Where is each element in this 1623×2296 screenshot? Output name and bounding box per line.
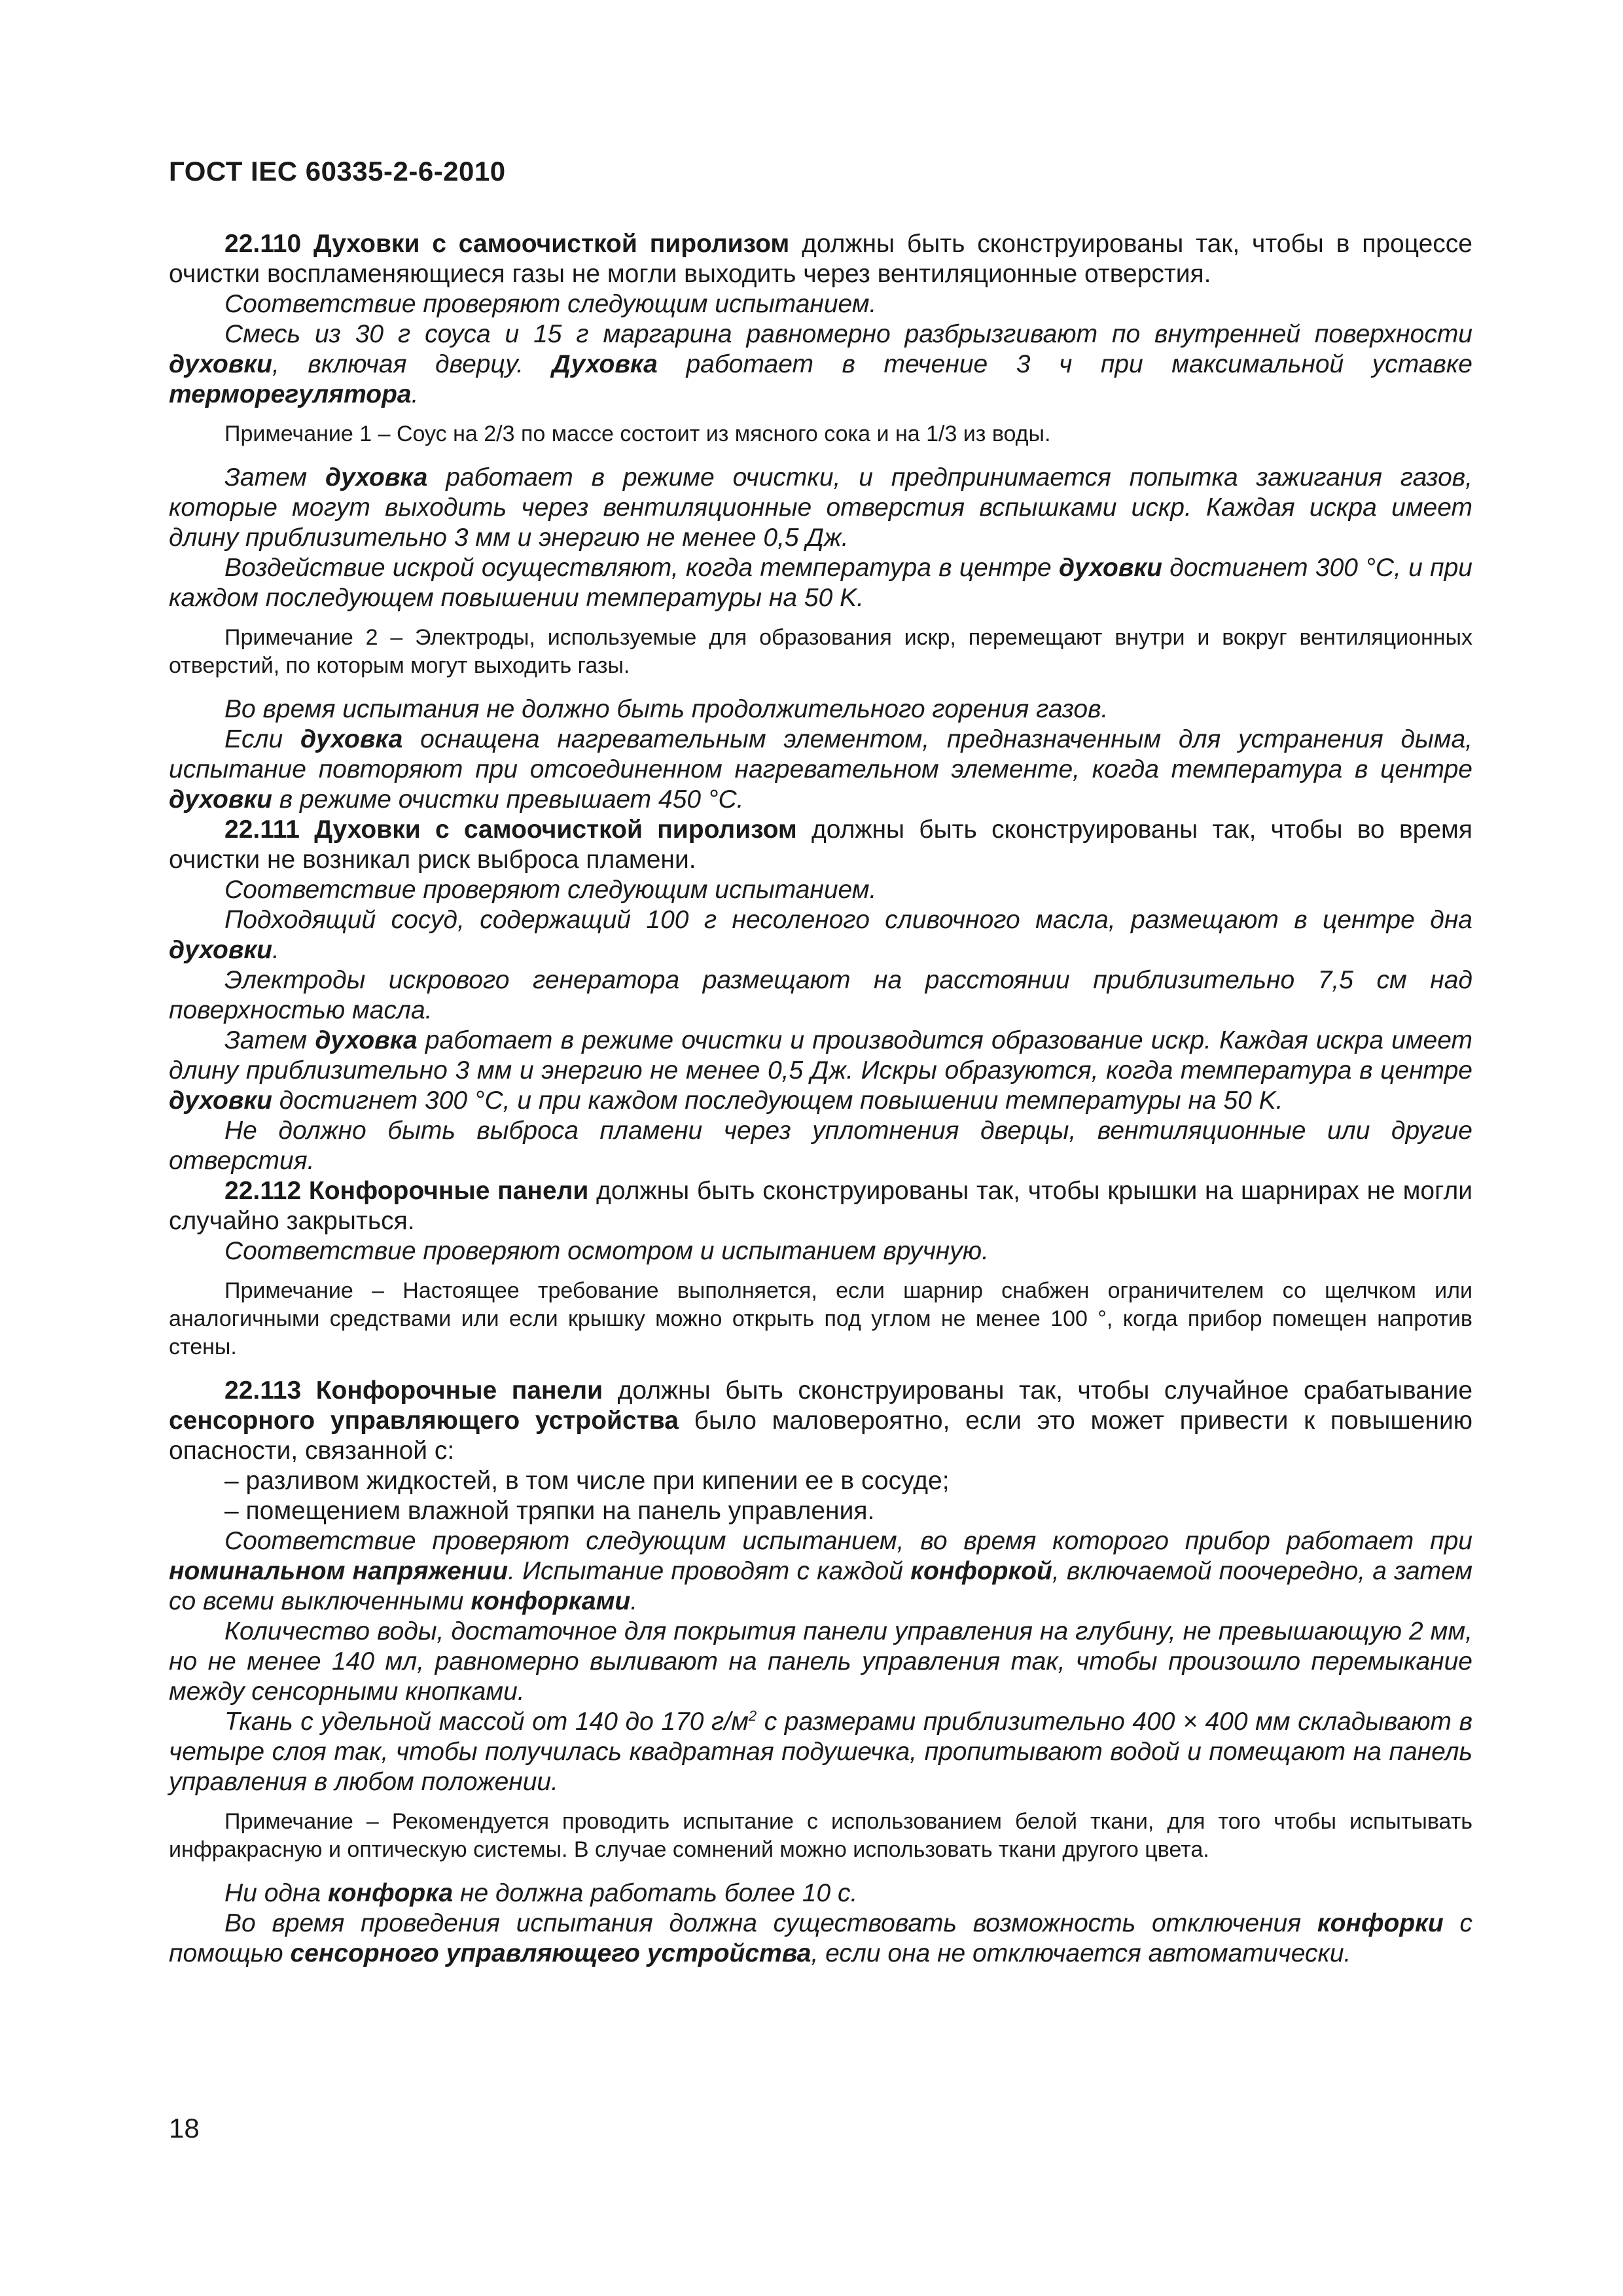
test-paragraph: Не должно быть выброса пламени через уплотнения дверцы, вентиляционные или другие отверстия. — [169, 1117, 1472, 1175]
clause-term: Духовки с самоочисткой пиролизом — [313, 230, 790, 258]
list-item: – разливом жидкостей, в том числе при кипении ее в сосуде; — [224, 1467, 950, 1495]
clause-22-111 — [169, 815, 1472, 875]
compliance-line: Соответствие проверяют следующим испытанием. — [224, 290, 877, 318]
clause-number: 22.111 — [224, 816, 300, 844]
test-paragraph: Подходящий сосуд, содержащий 100 г несоленого сливочного масла, размещают в центре дна духовки. — [169, 906, 1472, 964]
test-paragraph: Ни одна конфорка не должна работать более 10 с. — [224, 1879, 858, 1907]
clause-term: Конфорочные панели — [308, 1177, 589, 1205]
clause-22-113: 22.113 Конфорочные панели должны быть сконструированы так, чтобы случайное срабатывание сенсорного управляющего устройства было маловероятно, если это может привести к повышению опасности, связанной с: — [169, 1376, 1473, 1465]
note: Примечание 1 – Соус на 2/3 по массе состоит из мясного сока и на 1/3 из воды. — [224, 422, 1051, 446]
test-paragraph: Ткань с удельной массой от 140 до 170 $г/м^2$ с размерами приблизительно 400 × 400 мм складывают в четыре слоя так, чтобы получилась квадратная подушечка, пропитывают водой и помещают на панель управления в любом положении. — [169, 1708, 1472, 1796]
test-paragraph: Затем духовка работает в режиме очистки и производится образование искр. Каждая искра имеет длину приблизительно 3 мм и энергию не менее 0,5 Дж. Искры образуются, когда температура в центре духовки достигнет 300 °С, и при каждом последующем повышении температуры на 50 K. — [169, 1026, 1472, 1115]
clause-number: 22.110 — [224, 230, 302, 258]
page-number: 18 — [169, 2113, 200, 2144]
note: Примечание – Настоящее требование выполняется, если шарнир снабжен ограничителем со щелчком или аналогичными средствами или если крышку можно открыть под углом не менее 100 °, когда прибор помещен напротив стены. — [169, 1278, 1472, 1359]
standard-header: ГОСТ IEC 60335-2-6-2010 — [169, 156, 506, 187]
compliance-line: Соответствие проверяют осмотром и испытанием вручную. — [224, 1237, 989, 1265]
clause-text: должны быть сконструированы так, чтобы крышки на шарнирах не могли случайно закрыться. — [169, 1177, 1472, 1235]
compliance-line: Соответствие проверяют следующим испытанием. — [224, 876, 877, 904]
clause-number: 22.112 — [224, 1177, 302, 1205]
note: Примечание 2 – Электроды, используемые для образования искр, перемещают внутри и вокруг вентиляционных отверстий, по которым могут выходить газы. — [169, 625, 1472, 678]
document-body — [169, 229, 1472, 1969]
test-paragraph: Воздействие искрой осуществляют, когда температура в центре духовки достигнет 300 °С, и при каждом последующем повышении температуры на 50 K. — [169, 554, 1472, 612]
test-paragraph: Затем духовка работает в режиме очистки, и предпринимается попытка зажигания газов, которые могут выходить через вентиляционные отверстия вспышками искр. Каждая искра имеет длину приблизительно 3 мм и энергию не менее 0,5 Дж. — [169, 463, 1472, 552]
clause-text: должны быть сконструированы так, чтобы в процессе очистки воспламеняющиеся газы не могли выходить через вентиляционные отверстия. — [169, 230, 1472, 288]
test-paragraph: Во время испытания не должно быть продолжительного горения газов. — [224, 695, 1109, 723]
test-paragraph: Если духовка оснащена нагревательным элементом, предназначенным для устранения дыма, испытание повторяют при отсоединенном нагревательном элементе, когда температура в центре духовки в режиме очистки превышает 450 °С. — [169, 725, 1472, 814]
clause-term: Конфорочные панели — [315, 1376, 603, 1405]
test-paragraph: Соответствие проверяют следующим испытанием, во время которого прибор работает при номинальном напряжении. Испытание проводят с каждой конфоркой, включаемой поочередно, а затем со всеми выключенными конфорками. — [169, 1527, 1472, 1615]
clause-number: 22.113 — [224, 1376, 302, 1405]
clause-term: Духовки с самоочисткой пиролизом — [314, 816, 797, 844]
test-paragraph: Количество воды, достаточное для покрытия панели управления на глубину, не превышающую 2 мм, но не менее 140 мл, равномерно выливают на панель управления так, чтобы произошло перемыкание между сенсорными кнопками. — [169, 1617, 1472, 1706]
test-paragraph: Электроды искрового генератора размещают на расстоянии приблизительно 7,5 см над поверхностью масла. — [169, 966, 1472, 1024]
clause-22-110 — [169, 229, 1472, 289]
clause-22-112 — [169, 1176, 1472, 1236]
note: Примечание – Рекомендуется проводить испытание с использованием белой ткани, для того чтобы испытывать инфракрасную и оптическую системы. В случае сомнений можно использовать ткани другого цвета. — [169, 1809, 1472, 1862]
test-paragraph: Смесь из 30 г соуса и 15 г маргарина равномерно разбрызгивают по внутренней поверхности духовки, включая дверцу. Духовка работает в течение 3 ч при максимальной уставке терморегулятора. — [169, 320, 1472, 408]
list-item: – помещением влажной тряпки на панель управления. — [224, 1497, 875, 1525]
clause-text: должны быть сконструированы так, чтобы во время очистки не возникал риск выброса пламени. — [169, 816, 1472, 874]
test-paragraph: Во время проведения испытания должна существовать возможность отключения конфорки с помощью сенсорного управляющего устройства, если она не отключается автоматически. — [169, 1909, 1472, 1967]
